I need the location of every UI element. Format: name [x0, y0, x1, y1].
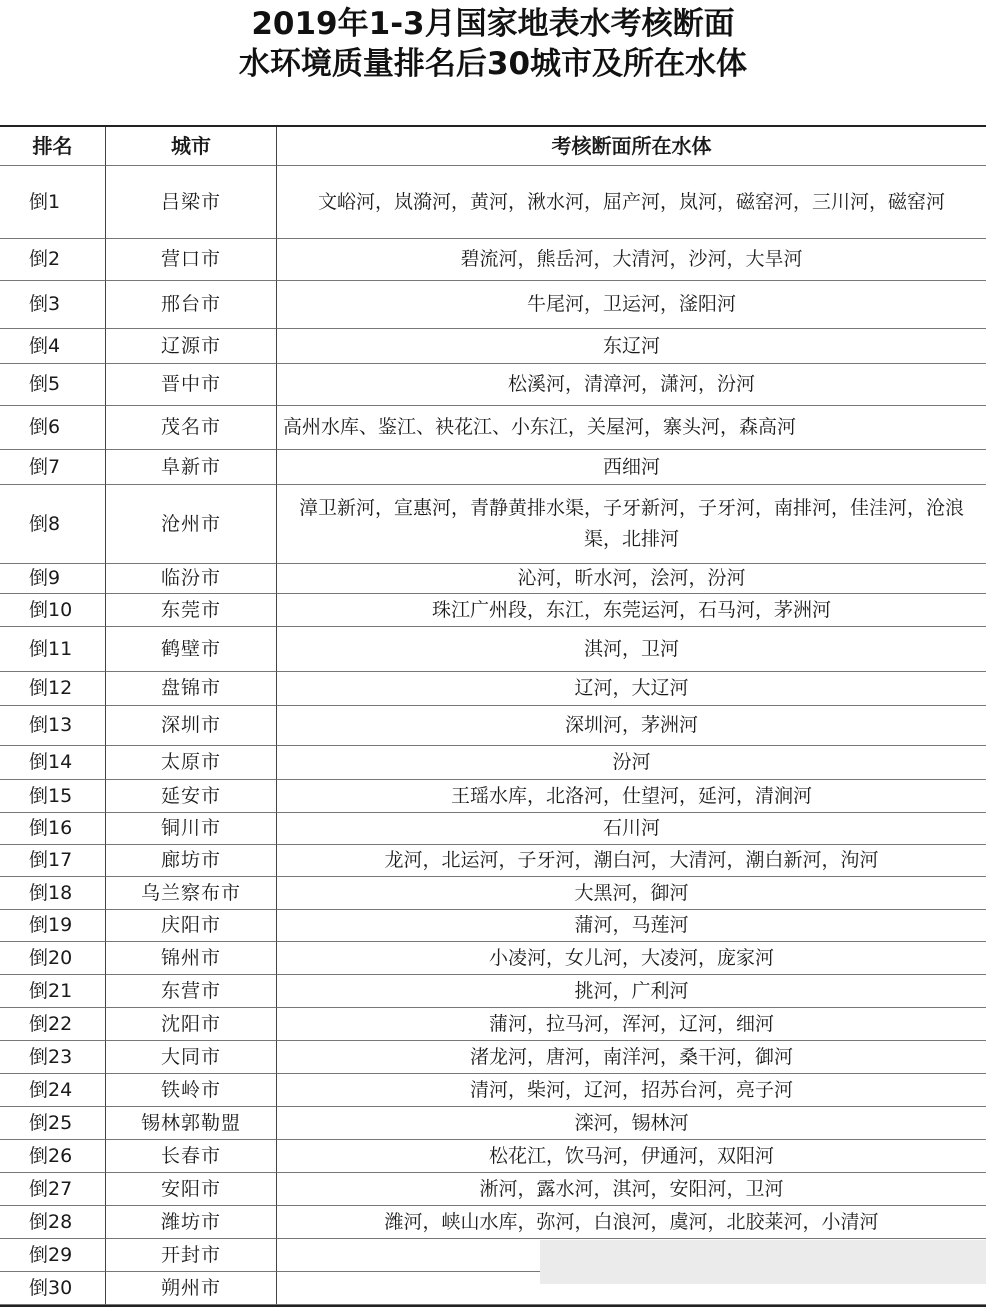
water-cell: 沁河，昕水河，浍河，汾河: [277, 564, 986, 594]
rank-cell: 倒1: [0, 166, 106, 239]
city-cell: 深圳市: [106, 706, 277, 746]
city-cell: 沧州市: [106, 485, 277, 564]
rank-cell: 倒15: [0, 780, 106, 813]
water-cell: 高州水库、鉴江、袂花江、小东江，关屋河，寨头河，森高河: [277, 406, 986, 450]
rank-cell: 倒2: [0, 239, 106, 281]
rank-cell: 倒26: [0, 1140, 106, 1173]
water-cell: 渚龙河，唐河，南洋河，桑干河，御河: [277, 1041, 986, 1074]
water-cell: 西细河: [277, 450, 986, 485]
rank-cell: 倒23: [0, 1041, 106, 1074]
rank-cell: 倒7: [0, 450, 106, 485]
city-cell: 潍坊市: [106, 1206, 277, 1239]
city-cell: 铁岭市: [106, 1074, 277, 1107]
city-cell: 开封市: [106, 1239, 277, 1272]
water-cell: 牛尾河，卫运河，滏阳河: [277, 281, 986, 329]
water-cell: 小凌河，女儿河，大凌河，庞家河: [277, 942, 986, 975]
rank-cell: 倒25: [0, 1107, 106, 1140]
city-cell: 盘锦市: [106, 672, 277, 706]
rank-cell: 倒4: [0, 329, 106, 364]
water-cell: 碧流河，熊岳河，大清河，沙河，大旱河: [277, 239, 986, 281]
rank-cell: 倒6: [0, 406, 106, 450]
water-cell: 松花江，饮马河，伊通河，双阳河: [277, 1140, 986, 1173]
city-cell: 邢台市: [106, 281, 277, 329]
water-cell: 滦河，锡林河: [277, 1107, 986, 1140]
city-cell: 阜新市: [106, 450, 277, 485]
city-cell: 乌兰察布市: [106, 877, 277, 910]
blurred-overlay: [540, 1240, 986, 1284]
water-cell: 深圳河，茅洲河: [277, 706, 986, 746]
city-cell: 长春市: [106, 1140, 277, 1173]
water-cell: 淅河，露水河，淇河，安阳河，卫河: [277, 1173, 986, 1206]
header-city: 城市: [106, 127, 277, 166]
rank-cell: 倒3: [0, 281, 106, 329]
water-cell: 文峪河，岚漪河，黄河，湫水河，屈产河，岚河，磁窑河，三川河，磁窑河: [277, 166, 986, 239]
city-cell: 晋中市: [106, 364, 277, 406]
city-cell: 辽源市: [106, 329, 277, 364]
water-cell: 挑河，广利河: [277, 975, 986, 1008]
rank-cell: 倒8: [0, 485, 106, 564]
water-cell: 淇河，卫河: [277, 627, 986, 672]
rank-cell: 倒22: [0, 1008, 106, 1041]
title-line-1: 2019年1-3月国家地表水考核断面: [251, 6, 735, 42]
city-cell: 锡林郭勒盟: [106, 1107, 277, 1140]
water-cell: 汾河: [277, 746, 986, 780]
city-cell: 铜川市: [106, 813, 277, 845]
city-cell: 大同市: [106, 1041, 277, 1074]
title-line-2: 水环境质量排名后30城市及所在水体: [238, 46, 748, 82]
rank-cell: 倒17: [0, 845, 106, 877]
water-cell: 潍河，峡山水库，弥河，白浪河，虞河，北胶莱河，小清河: [277, 1206, 986, 1239]
city-cell: 锦州市: [106, 942, 277, 975]
city-cell: 东营市: [106, 975, 277, 1008]
rank-cell: 倒11: [0, 627, 106, 672]
rank-cell: 倒5: [0, 364, 106, 406]
city-cell: 沈阳市: [106, 1008, 277, 1041]
city-cell: 延安市: [106, 780, 277, 813]
city-cell: 廊坊市: [106, 845, 277, 877]
city-cell: 鹤壁市: [106, 627, 277, 672]
rank-cell: 倒14: [0, 746, 106, 780]
rank-cell: 倒29: [0, 1239, 106, 1272]
city-cell: 朔州市: [106, 1272, 277, 1305]
water-cell: 蒲河，马莲河: [277, 910, 986, 942]
water-cell: 松溪河，清漳河，潇河，汾河: [277, 364, 986, 406]
rank-cell: 倒13: [0, 706, 106, 746]
rank-cell: 倒27: [0, 1173, 106, 1206]
rank-cell: 倒18: [0, 877, 106, 910]
water-cell: 珠江广州段，东江，东莞运河，石马河，茅洲河: [277, 594, 986, 627]
water-cell: 辽河，大辽河: [277, 672, 986, 706]
city-cell: 吕梁市: [106, 166, 277, 239]
city-cell: 安阳市: [106, 1173, 277, 1206]
city-cell: 东莞市: [106, 594, 277, 627]
header-water: 考核断面所在水体: [277, 127, 986, 166]
rank-cell: 倒30: [0, 1272, 106, 1305]
city-cell: 临汾市: [106, 564, 277, 594]
city-cell: 太原市: [106, 746, 277, 780]
water-cell: 清河，柴河，辽河，招苏台河，亮子河: [277, 1074, 986, 1107]
header-rank: 排名: [0, 127, 106, 166]
rank-cell: 倒21: [0, 975, 106, 1008]
rank-cell: 倒24: [0, 1074, 106, 1107]
rank-cell: 倒10: [0, 594, 106, 627]
water-cell: 王瑶水库，北洛河，仕望河，延河，清涧河: [277, 780, 986, 813]
rank-cell: 倒12: [0, 672, 106, 706]
water-cell: 大黑河，御河: [277, 877, 986, 910]
rank-cell: 倒28: [0, 1206, 106, 1239]
water-cell: 漳卫新河，宣惠河，青静黄排水渠，子牙新河，子牙河，南排河，佳洼河，沧浪渠，北排河: [277, 485, 986, 564]
city-cell: 营口市: [106, 239, 277, 281]
water-cell: 石川河: [277, 813, 986, 845]
rank-cell: 倒20: [0, 942, 106, 975]
rank-cell: 倒16: [0, 813, 106, 845]
city-cell: 庆阳市: [106, 910, 277, 942]
rank-cell: 倒9: [0, 564, 106, 594]
rank-cell: 倒19: [0, 910, 106, 942]
city-cell: 茂名市: [106, 406, 277, 450]
water-cell: 龙河，北运河，子牙河，潮白河，大清河，潮白新河，泃河: [277, 845, 986, 877]
water-cell: 东辽河: [277, 329, 986, 364]
water-cell: 蒲河，拉马河，浑河，辽河，细河: [277, 1008, 986, 1041]
ranking-table: [0, 125, 986, 1307]
